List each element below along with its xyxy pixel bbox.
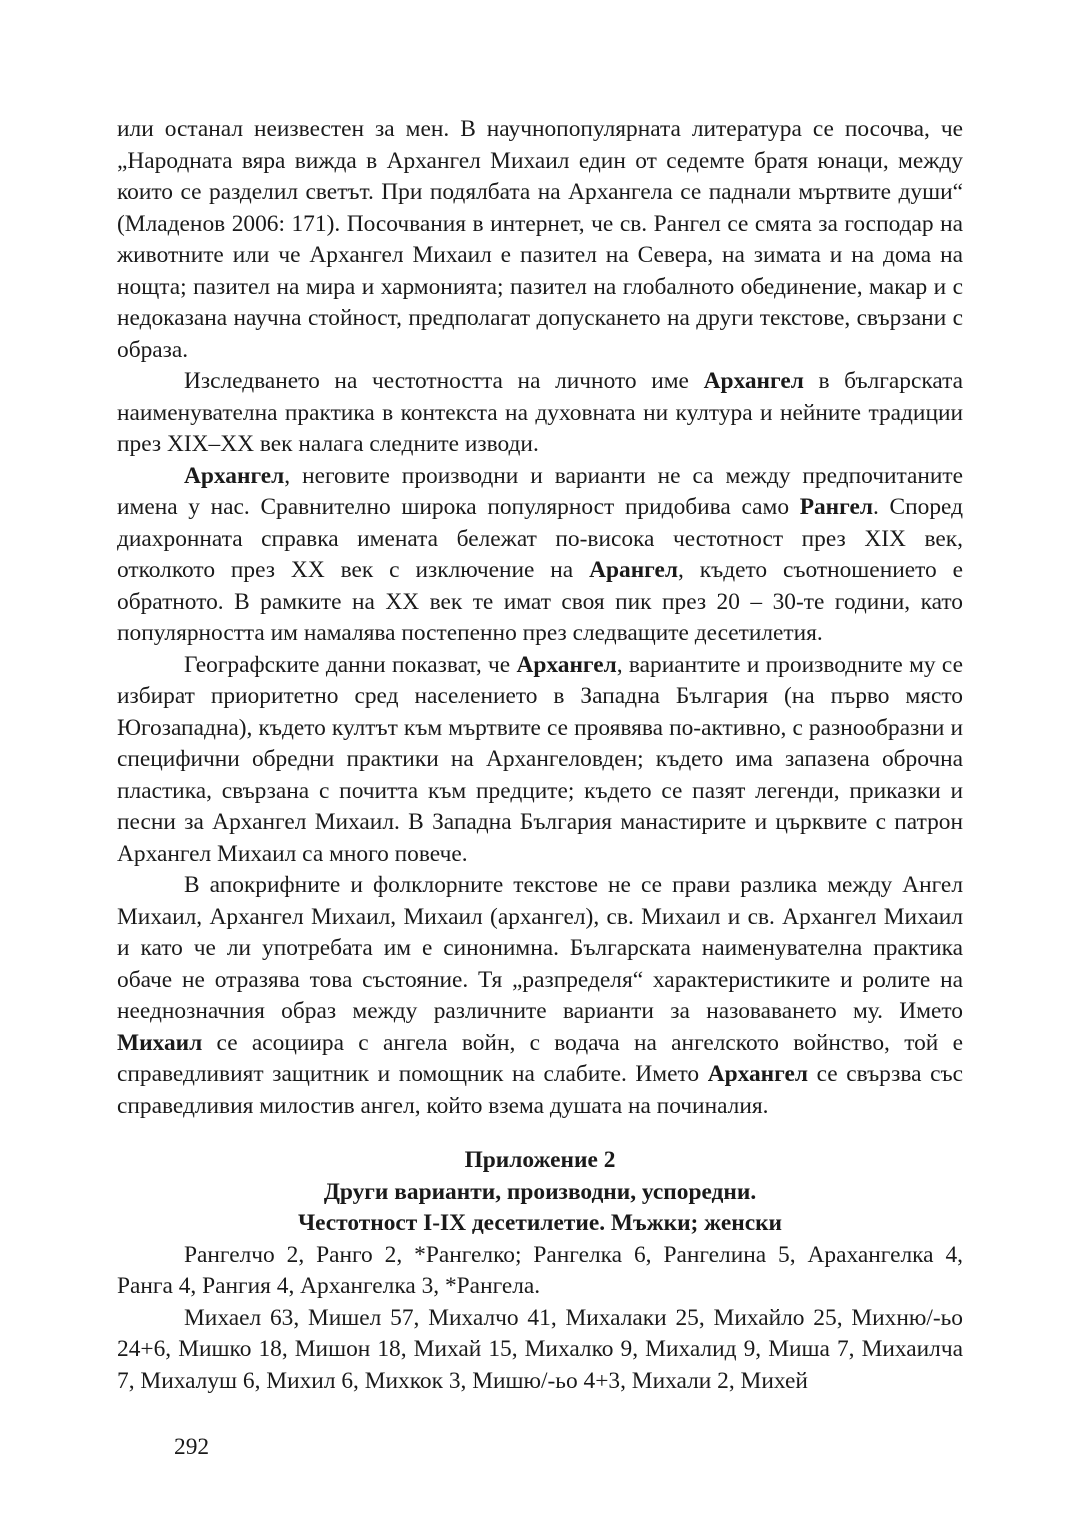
bold-term: Архангел <box>516 651 617 678</box>
bold-term: Архангел <box>184 462 285 489</box>
appendix-title: Приложение 2 <box>464 1147 616 1173</box>
text-run: се свързва със справедливия милостив ангел, който взема душата на починалия. <box>117 1061 963 1119</box>
name-list-2: Михаел 63, Мишел 57, Михалчо 41, Михалаки 25, Михайло 25, Михню/-ьо 24+6, Мишко 18, Мишон 18, Михай 15, Михалко 9, Михалид 9, Миша 7, Михаилча 7, Михалуш 6, Михил 6, Михкок 3, Мишю/-ьо 4+3, Михали 2, Михей <box>117 1304 963 1394</box>
appendix-headings <box>117 1145 963 1240</box>
text-run: . Според диахронната справка имената бележат по-висока честотност през XIX век, отколкото през XX век с изключение на <box>117 494 963 583</box>
bold-term: Рангел <box>799 494 873 520</box>
bold-term: Арангел <box>589 557 678 583</box>
paragraph-2 <box>117 366 963 461</box>
page-body <box>117 114 963 1397</box>
bold-term: Архангел <box>703 368 804 394</box>
appendix-subtitle-2: Честотност I-IX десетилетие. Мъжки; женски <box>297 1210 783 1236</box>
paragraph-5 <box>117 870 963 1122</box>
paragraph-3 <box>117 461 963 650</box>
bold-term: Архангел <box>707 1061 808 1087</box>
text-run: , вариантите и производните му се избират приоритетно сред населението в Западна България (на първо място Югозападна), където култът към мъртвите се проявява по-активно, с разнообразни и специфични обредни практики на Архангеловден; където има запазена оброчна пластика, свързана с почитта към предците; където се пазят легенди, приказки и песни за Архангел Михаил. В Западна България манастирите и църквите с патрон Архангел Михаил са много повече. <box>117 651 963 867</box>
text-run: , неговите производни и варианти не са между предпочитаните имена у нас. Сравнително широка популярност придобива само <box>117 462 963 520</box>
page-number: 292 <box>174 1434 210 1460</box>
bold-term: Михаил <box>117 1029 203 1056</box>
text-run: Географските данни показват, че <box>184 651 517 678</box>
paragraph-1: или останал неизвестен за мен. В научнопопулярната литература се посочва, че „Народната вяра вижда в Архангел Михаил един от седемте братя юнаци, между които се разделил светът. При подялбата на Архангела се паднали мъртвите души“ (Младенов 2006: 171). Посочвания в интернет, че св. Рангел се смята за господар на животните или че Архангел Михаил е пазител на Севера, на зимата и на дома на нощта; пазител на мира и хармонията; пазител на глобалното обединение, макар и с недоказана научна стойност, предполагат допускането на други текстове, свързани с образа. <box>117 116 963 363</box>
text-run: , където съотношението е обратното. В рамките на XX век те имат своя пик през 20 – 30-те години, като популярността им намалява постепенно през следващите десетилетия. <box>117 557 963 646</box>
appendix-subtitle: Други варианти, производни, успоредни. <box>323 1178 757 1205</box>
text-run: В апокрифните и фолклорните текстове не се прави разлика между Ангел Михаил, Архангел Михаил, Михаил (архангел), св. Михаил и св. Архангел Михаил и като че ли употребата им е синонимна. Българската наименувателна практика обаче не отразява това състояние. Тя „разпределя“ характеристиките и ролите на нееднозначния образ между различните варианти за назоваването му. Името <box>117 872 963 1024</box>
text-run: Изследването на честотността на личното име <box>184 368 704 394</box>
text-run: се асоциира с ангела войн, с водача на ангелското войнство, той е справедливият защитник и помощник на слабите. Името <box>117 1029 963 1087</box>
paragraph-4 <box>117 650 963 871</box>
text-run: в българската наименувателна практика в контекста на духовната ни култура и нейните традиции през XIX–XX век налага следните изводи. <box>117 368 963 457</box>
name-list-1: Рангелчо 2, Ранго 2, *Рангелко; Рангелка 6, Рангелина 5, Арахангелка 4, Ранга 4, Рангия 4, Архангелка 3, *Рангела. <box>117 1241 963 1299</box>
